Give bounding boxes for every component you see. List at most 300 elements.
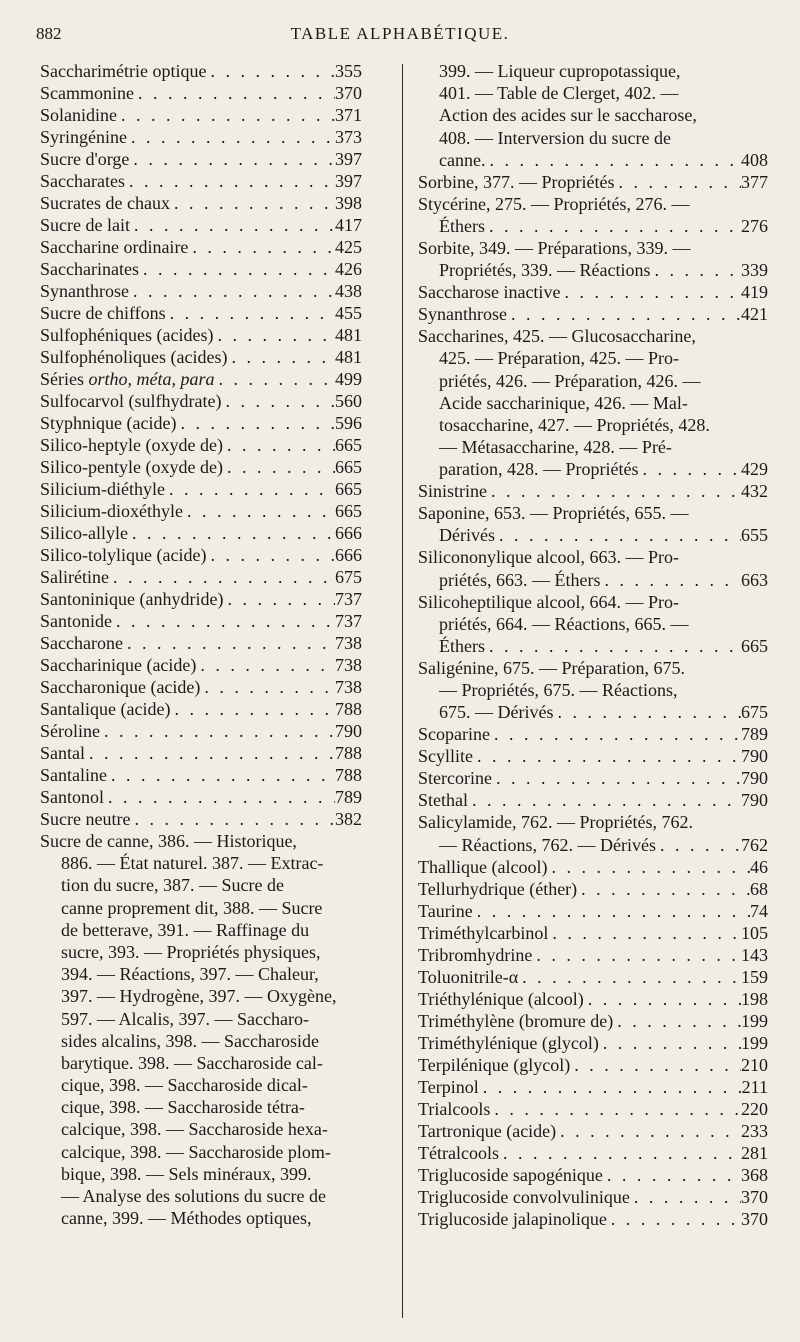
index-entry [40, 786, 362, 808]
entry-text-line: calcique, 398. — Saccharoside plom- [61, 1141, 331, 1162]
entry-page: 370 [335, 83, 362, 103]
entry-text-line: 425. — Préparation, 425. — Pro- [439, 348, 679, 369]
dot-leader [577, 878, 750, 900]
entry-name: Tellurhydrique (éther) [418, 878, 578, 899]
index-entry [40, 610, 362, 632]
dot-leader [117, 104, 335, 126]
entry-page: 481 [335, 325, 362, 345]
entry-name: Silico-heptyle (oxyde de) [40, 435, 223, 455]
entry-page: 159 [741, 966, 768, 987]
right-column [418, 60, 768, 1230]
entry-name: Sucre de chiffons [40, 303, 166, 323]
entry-name: Éthers [439, 636, 485, 656]
dot-leader [560, 281, 741, 303]
entry-page: 432 [741, 481, 768, 502]
index-entry [40, 280, 362, 302]
entry-page: 199 [741, 1010, 768, 1031]
dot-leader [556, 1120, 741, 1142]
entry-page: 220 [741, 1098, 768, 1119]
index-entry [40, 544, 362, 566]
dot-leader [130, 808, 335, 830]
entry-name: — Réactions, 762. — Dérivés [439, 834, 656, 855]
page-number: 882 [36, 24, 62, 43]
entry-name: Éthers [439, 215, 485, 236]
entry-text-line: canne, 399. — Méthodes optiques, [61, 1208, 312, 1229]
entry-name: Synanthrose [418, 304, 507, 325]
entry-page: 438 [335, 281, 362, 301]
column-divider [402, 64, 403, 1318]
dot-leader [614, 171, 741, 193]
entry-name: Santaline [40, 765, 107, 785]
index-entry [40, 676, 362, 698]
dot-leader [548, 922, 741, 944]
entry-page: 421 [741, 304, 768, 325]
entry-text-line: 886. — État naturel. 387. — Extrac- [61, 853, 324, 874]
entry-name: Sucre de lait [40, 215, 130, 235]
index-entry [40, 412, 362, 434]
dot-leader [547, 856, 750, 878]
entry-name: Sucrates de chaux [40, 193, 170, 213]
entry-page: 143 [741, 944, 768, 965]
index-entry [418, 1120, 768, 1142]
entry-page: 46 [750, 856, 768, 877]
entry-name: 675. — Dérivés [439, 702, 554, 723]
entry-text-line: priétés, 426. — Préparation, 426. — [439, 370, 701, 391]
dot-leader [107, 764, 335, 786]
entry-name: Sulfophénoliques (acides) [40, 347, 228, 367]
entry-page: 790 [741, 768, 768, 789]
dot-leader [490, 723, 741, 745]
dot-leader [227, 346, 335, 368]
entry-page: 370 [741, 1208, 768, 1229]
dot-leader [492, 767, 741, 789]
dot-leader [613, 1010, 741, 1032]
entry-page: 429 [741, 459, 768, 480]
index-entry [418, 988, 768, 1010]
entry-page: 665 [335, 501, 362, 521]
entry-page: 675 [741, 702, 768, 723]
left-column [40, 60, 362, 1229]
index-entry [40, 258, 362, 280]
entry-name: Tétralcools [418, 1142, 499, 1163]
dot-leader [223, 434, 335, 456]
entry-name: Séroline [40, 721, 100, 741]
dot-leader [100, 720, 335, 742]
dot-leader [485, 149, 741, 171]
entry-text-line: barytique. 398. — Saccharoside cal- [61, 1052, 323, 1073]
entry-text-line: cique, 398. — Saccharoside tétra- [61, 1097, 305, 1118]
entry-page: 68 [750, 878, 768, 899]
entry-page: 737 [335, 611, 362, 631]
dot-leader [134, 82, 335, 104]
index-entry [40, 500, 362, 522]
entry-text-line: Stycérine, 275. — Propriétés, 276. — [418, 193, 690, 214]
index-entry [40, 346, 362, 368]
index-entry [40, 632, 362, 654]
entry-name: Silico-allyle [40, 523, 128, 543]
index-entry [40, 764, 362, 786]
entry-name: Sulfophéniques (acides) [40, 325, 214, 345]
entry-text-line: Saligénine, 675. — Préparation, 675. [418, 658, 685, 678]
entry-name: priétés, 663. — Éthers [439, 569, 601, 590]
dot-leader [507, 303, 741, 325]
dot-leader [188, 236, 335, 258]
dot-leader [206, 60, 335, 82]
entry-text-line: sides alcalins, 398. — Saccharoside [61, 1030, 319, 1051]
index-entry [418, 569, 768, 591]
dot-leader [166, 302, 335, 324]
entry-text-line: tion du sucre, 387. — Sucre de [61, 875, 284, 896]
entry-page: 762 [741, 834, 768, 855]
entry-page: 398 [335, 193, 362, 213]
dot-leader [109, 566, 335, 588]
sucre-de-canne-continued [418, 60, 768, 149]
entry-name: Saccharine ordinaire [40, 237, 189, 257]
entry-text-line: Sucre de canne, 386. — Historique, [40, 831, 297, 851]
entry-page: 425 [335, 237, 362, 257]
entry-page: 105 [741, 922, 768, 943]
entry-name: canne. [439, 149, 486, 170]
dot-leader [170, 698, 335, 720]
entry-page: 382 [335, 809, 362, 829]
index-entry [418, 635, 768, 657]
entry-text-line: Action des acides sur le saccharose, [439, 105, 697, 126]
entry-name: Salirétine [40, 567, 109, 587]
index-entry [40, 302, 362, 324]
dot-leader [485, 215, 741, 237]
entry-page: 198 [741, 988, 768, 1009]
index-entry [40, 742, 362, 764]
entry-page: 655 [741, 525, 768, 546]
entry-page: 417 [335, 215, 362, 235]
index-entry [40, 808, 362, 830]
entry-text-line: calcique, 398. — Saccharoside hexa- [61, 1119, 328, 1140]
dot-leader [200, 676, 335, 698]
index-entry [40, 104, 362, 126]
dot-leader [638, 458, 741, 480]
entry-page: 596 [335, 413, 362, 433]
entry-page: 199 [741, 1032, 768, 1053]
entry-name: Saccharimétrie optique [40, 61, 207, 81]
saligenine-entry [418, 657, 768, 723]
entry-name: Scyllite [418, 746, 473, 767]
index-entry [418, 1164, 768, 1186]
entry-name: Saccharinique (acide) [40, 655, 197, 675]
entry-name: Trialcools [418, 1098, 491, 1119]
dot-leader [215, 368, 336, 390]
index-entry [40, 478, 362, 500]
entry-page: 665 [335, 479, 362, 499]
entry-name: Silico-pentyle (oxyde de) [40, 457, 223, 477]
entry-text-line: priétés, 664. — Réactions, 665. — [439, 613, 689, 634]
index-entry [418, 303, 768, 325]
dot-leader [129, 280, 335, 302]
entry-name: Santalique (acide) [40, 699, 171, 719]
entry-name: Santal [40, 743, 85, 763]
salicylamide-entry [418, 811, 768, 855]
entry-page: 281 [741, 1142, 768, 1163]
entry-name: Sucre neutre [40, 809, 131, 829]
entry-text-line: 408. — Interversion du sucre de [439, 127, 671, 148]
entry-name: Terpilénique (glycol) [418, 1054, 571, 1075]
index-entry [40, 214, 362, 236]
index-entry [418, 149, 768, 171]
entry-text-line: canne proprement dit, 388. — Sucre [61, 897, 323, 918]
dot-leader [553, 701, 741, 723]
index-entry [418, 701, 768, 723]
entry-name: Tribromhydrine [418, 944, 533, 965]
entry-text-line: Salicylamide, 762. — Propriétés, 762. [418, 812, 693, 833]
entry-name: Saccharose inactive [418, 282, 561, 303]
entry-name: Santonide [40, 611, 112, 631]
index-entry [40, 698, 362, 720]
entry-name: Sinistrine [418, 481, 488, 502]
page-title: TABLE ALPHABÉTIQUE. [290, 24, 510, 43]
silicoheptilique-entry [418, 591, 768, 657]
entry-page: 373 [335, 127, 362, 147]
dot-leader [485, 635, 741, 657]
entry-text-line: — Propriétés, 675. — Réactions, [439, 680, 678, 701]
entry-page: 355 [335, 61, 362, 81]
index-entry [418, 524, 768, 546]
index-entry [418, 922, 768, 944]
entry-name: Saccharone [40, 633, 123, 653]
index-entry [40, 324, 362, 346]
dot-leader [183, 500, 335, 522]
entry-page: 499 [335, 369, 362, 389]
silicononylique-entry [418, 546, 768, 590]
entry-text-line: sucre, 393. — Propriétés physiques, [61, 941, 321, 962]
index-entry [418, 789, 768, 811]
entry-text-line: de betterave, 391. — Raffinage du [61, 919, 310, 940]
entry-page: 211 [741, 1076, 768, 1097]
entry-page: 666 [335, 523, 362, 543]
entry-name: Solanidine [40, 105, 117, 125]
index-entry [418, 1032, 768, 1054]
dot-leader [176, 412, 335, 434]
index-entry [418, 1142, 768, 1164]
saponine-entry [418, 502, 768, 546]
entry-page: 276 [741, 215, 768, 236]
entry-page: 377 [741, 171, 768, 192]
entry-page: 738 [335, 655, 362, 675]
entry-name: Stercorine [418, 768, 492, 789]
entry-name: Thallique (alcool) [418, 856, 548, 877]
entry-page: 368 [741, 1164, 768, 1185]
index-entry [40, 82, 362, 104]
entry-name: Triméthylène (bromure de) [418, 1010, 614, 1031]
entry-name: Stethal [418, 790, 468, 811]
dot-leader [206, 544, 335, 566]
dot-leader [85, 742, 335, 764]
index-entry [418, 259, 768, 281]
dot-leader [570, 1054, 741, 1076]
dot-leader [499, 1142, 741, 1164]
dot-leader [125, 170, 335, 192]
dot-leader [656, 834, 741, 856]
index-entry [40, 522, 362, 544]
index-entry [418, 966, 768, 988]
index-entry [418, 1208, 768, 1230]
entry-page: 370 [741, 1186, 768, 1207]
index-entry [418, 767, 768, 789]
dot-leader [599, 1032, 741, 1054]
index-entry [418, 745, 768, 767]
index-entry [40, 60, 362, 82]
dot-leader [112, 610, 335, 632]
entry-name: Santoninique (anhydride) [40, 589, 224, 609]
index-entry [40, 654, 362, 676]
page-header [0, 24, 800, 50]
entry-name: Santonol [40, 787, 105, 807]
dot-leader [123, 632, 335, 654]
dot-leader [213, 324, 335, 346]
entry-page: 790 [741, 746, 768, 767]
index-entry [40, 236, 362, 258]
index-entry [40, 588, 362, 610]
entry-name: Sorbine, 377. — Propriétés [418, 171, 615, 192]
dot-leader [490, 1098, 741, 1120]
entry-page: 210 [741, 1054, 768, 1075]
entry-text-line: — Analyse des solutions du sucre de [61, 1186, 326, 1206]
saccharines-entry [418, 325, 768, 480]
entry-name: Taurine [418, 900, 473, 921]
sucre-de-canne-entry [40, 830, 362, 1229]
index-entry [418, 1186, 768, 1208]
entry-name: Silicium-diéthyle [40, 479, 165, 499]
entry-page: 789 [741, 724, 768, 745]
dot-leader [473, 900, 750, 922]
index-entry [40, 192, 362, 214]
entry-page: 560 [335, 391, 362, 411]
entry-name: Sulfocarvol (sulfhydrate) [40, 391, 222, 411]
dot-leader [584, 988, 741, 1010]
entry-text-line: 401. — Table de Clerget, 402. — [439, 83, 679, 104]
entry-name: Synanthrose [40, 281, 129, 301]
entry-page: 426 [335, 259, 362, 279]
index-entry [418, 458, 768, 480]
entry-page: 788 [335, 699, 362, 719]
entry-page: 455 [335, 303, 362, 323]
entry-text-line: Acide saccharinique, 426. — Mal- [439, 392, 688, 413]
index-entry [418, 1054, 768, 1076]
dot-leader [495, 524, 741, 546]
index-entry [40, 434, 362, 456]
index-entry [418, 1076, 768, 1098]
dot-leader [223, 588, 335, 610]
entry-page: 339 [741, 260, 768, 281]
index-entry [40, 148, 362, 170]
index-entry [418, 281, 768, 303]
entry-name: paration, 428. — Propriétés [439, 459, 639, 480]
entry-text-line: 397. — Hydrogène, 397. — Oxygène, [61, 986, 337, 1007]
entry-text-line: bique, 398. — Sels minéraux, 399. [61, 1163, 312, 1184]
entry-text-line: Saccharines, 425. — Glucosaccharine, [418, 326, 696, 347]
entry-name: Triméthylénique (glycol) [418, 1032, 599, 1053]
index-entry [418, 1010, 768, 1032]
dot-leader [518, 966, 741, 988]
entry-name: Sucre d'orge [40, 149, 130, 169]
entry-page: 666 [335, 545, 362, 565]
sorbite-entry [418, 237, 768, 281]
entry-page: 675 [335, 567, 362, 587]
entry-page: 665 [741, 636, 768, 656]
index-entry [40, 390, 362, 412]
entry-page: 481 [335, 347, 362, 367]
entry-text-line: Silicononylique alcool, 663. — Pro- [418, 547, 679, 568]
index-entry [418, 1098, 768, 1120]
entry-page: 397 [335, 149, 362, 169]
entry-name: Triglucoside jalapinolique [418, 1208, 607, 1229]
entry-text-line: cique, 398. — Saccharoside dical- [61, 1075, 308, 1096]
entry-page: 788 [335, 765, 362, 785]
index-entry [418, 480, 768, 502]
entry-page: 790 [741, 790, 768, 811]
dot-leader [165, 478, 335, 500]
entry-name: Terpinol [418, 1076, 479, 1097]
entry-name: Triéthylénique (alcool) [418, 988, 584, 1009]
entry-page: 663 [741, 569, 768, 590]
entry-page: 738 [335, 633, 362, 653]
index-entry [40, 720, 362, 742]
entry-name: Séries ortho, méta, para [40, 369, 215, 389]
index-entry [418, 856, 768, 878]
dot-leader [223, 456, 335, 478]
index-entry [40, 456, 362, 478]
stycerine-entry [418, 193, 768, 237]
dot-leader [468, 789, 741, 811]
entry-page: 737 [335, 589, 362, 609]
index-entry [418, 215, 768, 237]
entry-name: Silico-tolylique (acide) [40, 545, 207, 565]
dot-leader [128, 522, 335, 544]
dot-leader [603, 1164, 741, 1186]
entry-page: 665 [335, 435, 362, 455]
entry-text-line: 597. — Alcalis, 397. — Saccharo- [61, 1008, 309, 1029]
entry-name: Saccharinates [40, 259, 139, 279]
dot-leader [129, 148, 335, 170]
index-entry [40, 170, 362, 192]
entry-text-line: Silicoheptilique alcool, 664. — Pro- [418, 591, 679, 612]
entry-name: Silicium-dioxéthyle [40, 501, 183, 521]
dot-leader [630, 1186, 741, 1208]
dot-leader [487, 480, 741, 502]
dot-leader [170, 192, 335, 214]
entry-name: Triglucoside sapogénique [418, 1164, 603, 1185]
dot-leader [607, 1208, 741, 1230]
entry-name: Saccharonique (acide) [40, 677, 201, 697]
entry-name: Dérivés [439, 525, 495, 546]
index-entry [418, 900, 768, 922]
dot-leader [650, 259, 741, 281]
entry-text-line: 399. — Liqueur cupropotassique, [439, 61, 681, 81]
entry-name: Scammonine [40, 83, 134, 103]
entry-page: 371 [335, 105, 362, 125]
entry-text-line: — Métasaccharine, 428. — Pré- [439, 437, 672, 458]
dot-leader [127, 126, 335, 148]
entry-name: Syringénine [40, 127, 127, 147]
entry-name: Tartronique (acide) [418, 1120, 557, 1141]
index-entry [418, 171, 768, 193]
dot-leader [139, 258, 335, 280]
dot-leader [104, 786, 335, 808]
entry-text-line: tosaccharine, 427. — Propriétés, 428. [439, 414, 710, 435]
entry-name: Propriétés, 339. — Réactions [439, 260, 651, 281]
entry-page: 790 [335, 721, 362, 741]
index-entry [40, 368, 362, 390]
dot-leader [196, 654, 335, 676]
dot-leader [479, 1076, 742, 1098]
